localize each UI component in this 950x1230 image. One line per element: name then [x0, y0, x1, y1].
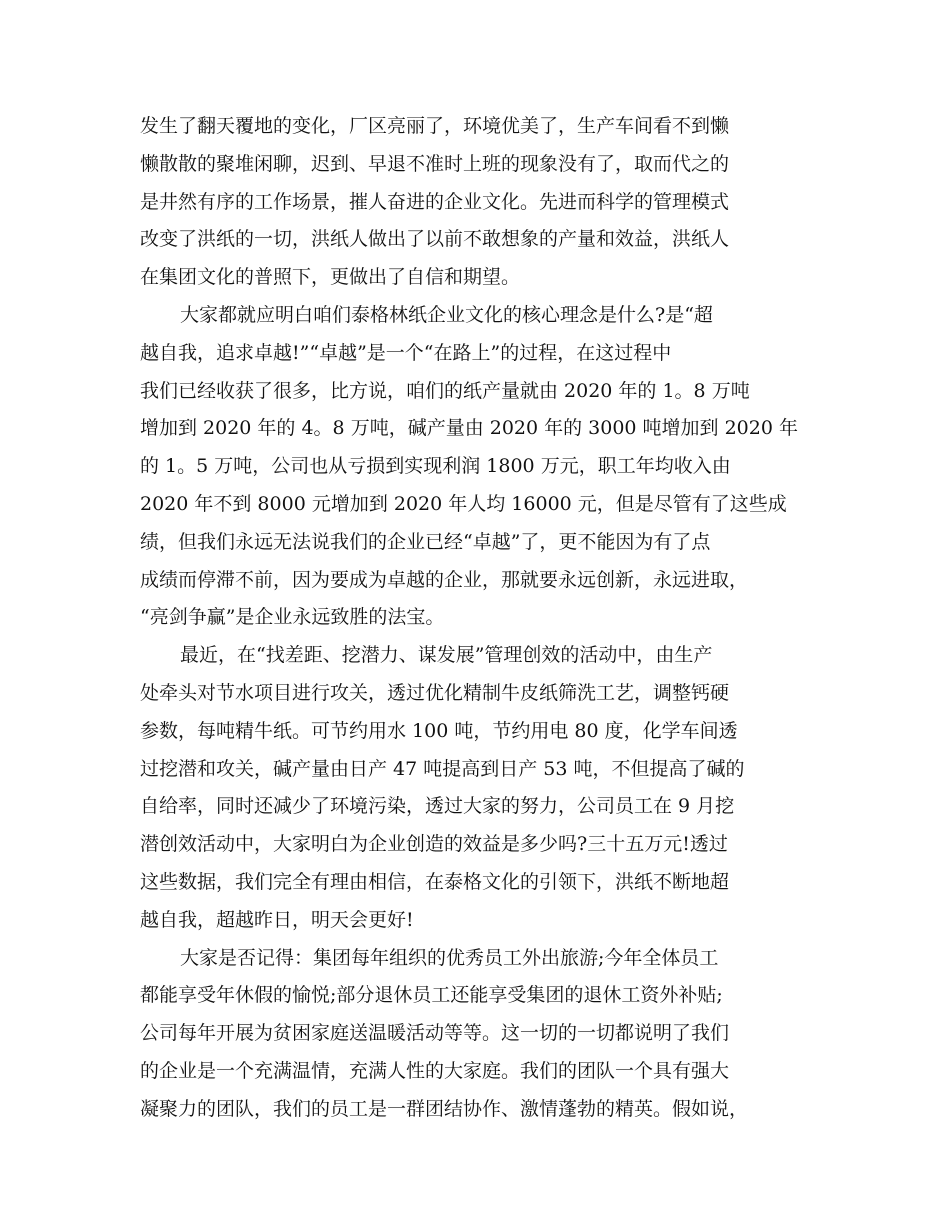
text-line: 潜创效活动中，大家明白为企业创造的效益是多少吗?三十五万元!透过 — [140, 833, 728, 856]
text-line: 参数，每吨精牛纸。可节约用水 100 吨，节约用电 80 度，化学车间透 — [140, 719, 738, 742]
text-line: 这些数据，我们完全有理由相信，在泰格文化的引领下，洪纸不断地超 — [140, 870, 730, 893]
document-body — [140, 108, 825, 1129]
text-line: 自给率，同时还减少了环境污染，透过大家的努力，公司员工在 9 月挖 — [140, 795, 735, 818]
text-line: 在集团文化的普照下，更做出了自信和期望。 — [140, 266, 521, 289]
text-line: 大家都就应明白咱们泰格林纸企业文化的核心理念是什么?是“超 — [180, 303, 713, 326]
text-line: “亮剑争赢”是企业永远致胜的法宝。 — [140, 606, 445, 629]
text-line: 发生了翻天覆地的变化，厂区亮丽了，环境优美了，生产车间看不到懒 — [140, 115, 730, 137]
text-line: 的企业是一个充满温情，充满人性的大家庭。我们的团队一个具有强大 — [140, 1059, 730, 1082]
paragraph-3 — [140, 637, 825, 939]
text-line: 增加到 2020 年的 4。8 万吨，碱产量由 2020 年的 3000 吨增加到 2020 年 — [140, 417, 798, 440]
text-line: 的 1。5 万吨，公司也从亏损到实现利润 1800 万元，职工年均收入由 — [140, 455, 731, 478]
text-line: 过挖潜和攻关，碱产量由日产 47 吨提高到日产 53 吨，不但提高了碱的 — [140, 757, 745, 780]
paragraph-4 — [140, 940, 825, 1129]
paragraph-1 — [140, 108, 825, 297]
text-line: 公司每年开展为贫困家庭送温暖活动等等。这一切的一切都说明了我们 — [140, 1022, 730, 1045]
text-line: 绩，但我们永远无法说我们的企业已经“卓越”了，更不能因为有了点 — [140, 530, 711, 553]
text-line: 越自我，超越昨日，明天会更好! — [140, 908, 414, 931]
text-line: 越自我，追求卓越!”“卓越”是一个“在路上”的过程，在这过程中 — [140, 341, 672, 364]
text-line: 懒散散的聚堆闲聊，迟到、早退不准时上班的现象没有了，取而代之的 — [140, 152, 730, 175]
text-line: 处牵头对节水项目进行攻关，透过优化精制牛皮纸筛洗工艺，调整钙硬 — [140, 681, 730, 704]
text-line: 大家是否记得：集团每年组织的优秀员工外出旅游;今年全体员工 — [180, 946, 719, 969]
text-line: 都能享受年休假的愉悦;部分退休员工还能享受集团的退休工资外补贴; — [140, 984, 723, 1007]
text-line: 是井然有序的工作场景，摧人奋进的企业文化。先进而科学的管理模式 — [140, 190, 730, 213]
text-line: 成绩而停滞不前，因为要成为卓越的企业，那就要永远创新，永远进取， — [140, 568, 749, 591]
text-line: 凝聚力的团队，我们的员工是一群团结协作、激情蓬勃的精英。假如说， — [140, 1097, 749, 1120]
text-line: 2020 年不到 8000 元增加到 2020 年人均 16000 元，但是尽管有了这些成 — [140, 492, 787, 515]
text-line: 我们已经收获了很多，比方说，咱们的纸产量就由 2020 年的 1。8 万吨 — [140, 379, 750, 402]
text-line: 最近，在“找差距、挖潜力、谋发展”管理创效的活动中，由生产 — [180, 644, 713, 667]
paragraph-2 — [140, 297, 825, 637]
text-line: 改变了洪纸的一切，洪纸人做出了以前不敢想象的产量和效益，洪纸人 — [140, 228, 730, 251]
